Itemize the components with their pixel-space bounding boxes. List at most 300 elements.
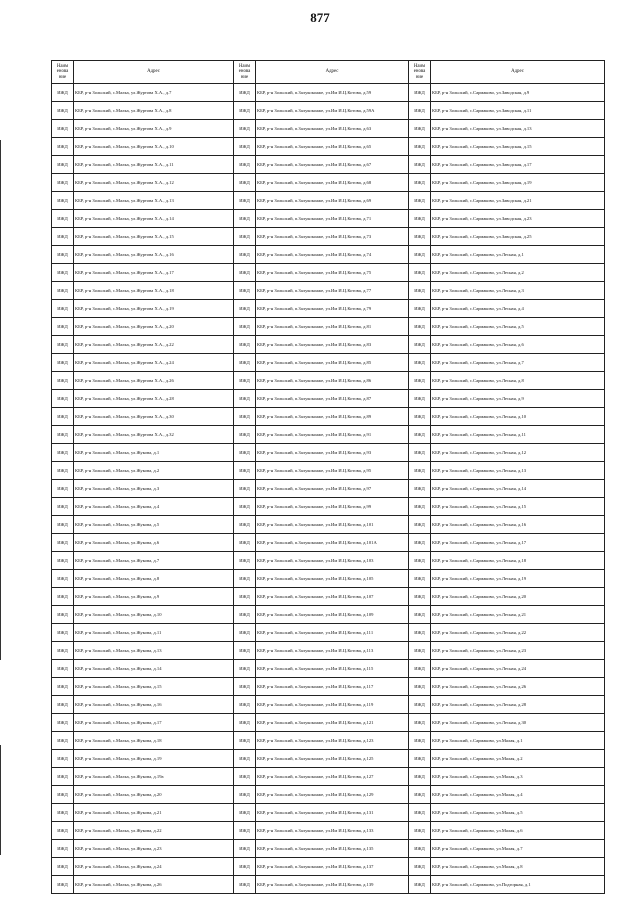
address-cell: КБР, р-н Зольский, с.Малка, ул.Жукова, д.18 [74,732,234,750]
header-type-3: Наим енова ние [409,61,431,84]
table-row [52,390,605,408]
object-type-cell: ИЖД [409,516,431,534]
table-row [52,408,605,426]
object-type-cell: ИЖД [409,588,431,606]
address-cell: КБР, р-н Зольский, п.Залукокоаже, ул.Им И.Ц.Котова, д.115 [256,660,409,678]
address-cell: КБР, р-н Зольский, п.Залукокоаже, ул.Им И.Ц.Котова, д.111 [256,624,409,642]
address-cell: КБР, р-н Зольский, с.Малка, ул.Журтова Х.А., д.26 [74,372,234,390]
object-type-cell: ИЖД [409,678,431,696]
table-row [52,678,605,696]
address-cell: КБР, р-н Зольский, п.Залукокоаже, ул.Им И.Ц.Котова, д.79 [256,300,409,318]
address-cell: КБР, р-н Зольский, с.Сармаково, ул.Лесная, д.21 [431,606,605,624]
object-type-cell: ИЖД [234,480,256,498]
object-type-cell: ИЖД [52,642,74,660]
table-row [52,444,605,462]
table-row [52,282,605,300]
object-type-cell: ИЖД [52,516,74,534]
table-row [52,804,605,822]
header-type-2: Наим енова ние [234,61,256,84]
address-cell: КБР, р-н Зольский, с.Малка, ул.Журтова Х.А., д.28 [74,390,234,408]
address-cell: КБР, р-н Зольский, с.Малка, ул.Журтова Х.А., д.10 [74,138,234,156]
table-row [52,174,605,192]
address-cell: КБР, р-н Зольский, с.Сармаково, ул.Лесная, д.24 [431,660,605,678]
address-cell: КБР, р-н Зольский, с.Сармаково, ул.Лесная, д.17 [431,534,605,552]
table-row [52,156,605,174]
object-type-cell: ИЖД [52,192,74,210]
object-type-cell: ИЖД [409,606,431,624]
object-type-cell: ИЖД [234,354,256,372]
object-type-cell: ИЖД [409,804,431,822]
object-type-cell: ИЖД [234,804,256,822]
object-type-cell: ИЖД [52,678,74,696]
object-type-cell: ИЖД [409,876,431,894]
object-type-cell: ИЖД [234,408,256,426]
address-cell: КБР, р-н Зольский, п.Залукокоаже, ул.Им И.Ц.Котова, д.99 [256,498,409,516]
table-row [52,264,605,282]
table-row [52,228,605,246]
object-type-cell: ИЖД [409,102,431,120]
address-cell: КБР, р-н Зольский, с.Сармаково, ул.Заводская, д.17 [431,156,605,174]
address-cell: КБР, р-н Зольский, с.Сармаково, ул.Заводская, д.25 [431,228,605,246]
table-row [52,768,605,786]
object-type-cell: ИЖД [52,624,74,642]
address-cell: КБР, р-н Зольский, с.Малка, ул.Журтова Х.А., д.17 [74,264,234,282]
object-type-cell: ИЖД [234,822,256,840]
table-row [52,498,605,516]
address-cell: КБР, р-н Зольский, п.Залукокоаже, ул.Им И.Ц.Котова, д.103 [256,552,409,570]
address-cell: КБР, р-н Зольский, п.Залукокоаже, ул.Им И.Ц.Котова, д.65 [256,138,409,156]
object-type-cell: ИЖД [234,174,256,192]
address-cell: КБР, р-н Зольский, п.Залукокоаже, ул.Им И.Ц.Котова, д.74 [256,246,409,264]
object-type-cell: ИЖД [234,426,256,444]
address-cell: КБР, р-н Зольский, с.Малка, ул.Журтова Х.А., д.18 [74,282,234,300]
object-type-cell: ИЖД [409,462,431,480]
address-cell: КБР, р-н Зольский, с.Сармаково, ул.Лесная, д.7 [431,354,605,372]
header-address-3: Адрес [431,61,605,84]
address-cell: КБР, р-н Зольский, с.Малка, ул.Журтова Х.А., д.24 [74,354,234,372]
table-row [52,138,605,156]
header-type-1: Наим енова ние [52,61,74,84]
address-cell: КБР, р-н Зольский, с.Сармаково, ул.Лесная, д.15 [431,498,605,516]
address-cell: КБР, р-н Зольский, с.Малка, ул.Журтова Х.А., д.32 [74,426,234,444]
object-type-cell: ИЖД [52,228,74,246]
object-type-cell: ИЖД [52,732,74,750]
object-type-cell: ИЖД [52,408,74,426]
object-type-cell: ИЖД [234,390,256,408]
table-row [52,246,605,264]
address-cell: КБР, р-н Зольский, п.Залукокоаже, ул.Им И.Ц.Котова, д.101 [256,516,409,534]
address-cell: КБР, р-н Зольский, п.Залукокоаже, ул.Им И.Ц.Котова, д.71 [256,210,409,228]
object-type-cell: ИЖД [234,516,256,534]
object-type-cell: ИЖД [52,372,74,390]
object-type-cell: ИЖД [409,228,431,246]
address-cell: КБР, р-н Зольский, с.Малка, ул.Журтова Х.А., д.13 [74,192,234,210]
table-row [52,516,605,534]
address-cell: КБР, р-н Зольский, п.Залукокоаже, ул.Им И.Ц.Котова, д.135 [256,840,409,858]
object-type-cell: ИЖД [409,426,431,444]
object-type-cell: ИЖД [234,246,256,264]
address-cell: КБР, р-н Зольский, с.Малка, ул.Журтова Х.А., д.14 [74,210,234,228]
address-cell: КБР, р-н Зольский, с.Сармаково, ул.Лесная, д.9 [431,390,605,408]
address-cell: КБР, р-н Зольский, с.Малка, ул.Журтова Х.А., д.11 [74,156,234,174]
object-type-cell: ИЖД [52,282,74,300]
address-cell: КБР, р-н Зольский, п.Залукокоаже, ул.Им И.Ц.Котова, д.131 [256,804,409,822]
header-address-1: Адрес [74,61,234,84]
object-type-cell: ИЖД [234,336,256,354]
object-type-cell: ИЖД [409,858,431,876]
table-row [52,642,605,660]
object-type-cell: ИЖД [52,174,74,192]
address-cell: КБР, р-н Зольский, п.Залукокоаже, ул.Им И.Ц.Котова, д.105 [256,570,409,588]
object-type-cell: ИЖД [409,156,431,174]
address-cell: КБР, р-н Зольский, с.Сармаково, ул.Лесная, д.11 [431,426,605,444]
address-cell: КБР, р-н Зольский, с.Малка, ул.Жукова, д.19 [74,750,234,768]
object-type-cell: ИЖД [234,192,256,210]
address-cell: КБР, р-н Зольский, с.Сармаково, ул.Лесная, д.13 [431,462,605,480]
address-cell: КБР, р-н Зольский, с.Малка, ул.Жукова, д.5 [74,516,234,534]
address-cell: КБР, р-н Зольский, с.Сармаково, ул.Лесная, д.16 [431,516,605,534]
object-type-cell: ИЖД [234,534,256,552]
object-type-cell: ИЖД [409,552,431,570]
address-cell: КБР, р-н Зольский, п.Залукокоаже, ул.Им И.Ц.Котова, д.123 [256,732,409,750]
address-cell: КБР, р-н Зольский, п.Залукокоаже, ул.Им И.Ц.Котова, д.63 [256,120,409,138]
address-cell: КБР, р-н Зольский, с.Малка, ул.Жукова, д.16 [74,696,234,714]
address-cell: КБР, р-н Зольский, п.Залукокоаже, ул.Им И.Ц.Котова, д.75 [256,264,409,282]
address-cell: КБР, р-н Зольский, с.Сармаково, ул.Заводская, д.15 [431,138,605,156]
table-row [52,462,605,480]
object-type-cell: ИЖД [409,354,431,372]
address-cell: КБР, р-н Зольский, с.Сармаково, ул.Лесная, д.19 [431,570,605,588]
address-cell: КБР, р-н Зольский, с.Малка, ул.Журтова Х.А., д.22 [74,336,234,354]
address-cell: КБР, р-н Зольский, с.Сармаково, ул.Лесная, д.1 [431,246,605,264]
object-type-cell: ИЖД [52,318,74,336]
object-type-cell: ИЖД [52,300,74,318]
address-cell: КБР, р-н Зольский, п.Залукокоаже, ул.Им И.Ц.Котова, д.107 [256,588,409,606]
address-cell: КБР, р-н Зольский, п.Залукокоаже, ул.Им И.Ц.Котова, д.85 [256,354,409,372]
table-row [52,750,605,768]
address-cell: КБР, р-н Зольский, с.Сармаково, ул.Заводская, д.21 [431,192,605,210]
object-type-cell: ИЖД [234,696,256,714]
address-cell: КБР, р-н Зольский, с.Малка, ул.Жукова, д.11 [74,624,234,642]
object-type-cell: ИЖД [409,768,431,786]
object-type-cell: ИЖД [409,192,431,210]
address-cell: КБР, р-н Зольский, с.Сармаково, ул.Подгорная, д.1 [431,876,605,894]
table-row [52,858,605,876]
object-type-cell: ИЖД [234,642,256,660]
address-cell: КБР, р-н Зольский, с.Сармаково, ул.Малая, д.5 [431,804,605,822]
object-type-cell: ИЖД [234,678,256,696]
table-row [52,300,605,318]
table-row [52,876,605,894]
address-cell: КБР, р-н Зольский, с.Сармаково, ул.Лесная, д.4 [431,300,605,318]
object-type-cell: ИЖД [234,156,256,174]
address-cell: КБР, р-н Зольский, п.Залукокоаже, ул.Им И.Ц.Котова, д.81 [256,318,409,336]
address-cell: КБР, р-н Зольский, с.Малка, ул.Жукова, д.15 [74,678,234,696]
table-row [52,534,605,552]
object-type-cell: ИЖД [52,426,74,444]
table-row [52,786,605,804]
address-cell: КБР, р-н Зольский, п.Залукокоаже, ул.Им И.Ц.Котова, д.89 [256,408,409,426]
address-cell: КБР, р-н Зольский, с.Сармаково, ул.Заводская, д.19 [431,174,605,192]
object-type-cell: ИЖД [52,570,74,588]
object-type-cell: ИЖД [234,858,256,876]
address-cell: КБР, р-н Зольский, с.Малка, ул.Журтова Х.А., д.7 [74,84,234,102]
table-row [52,120,605,138]
address-cell: КБР, р-н Зольский, п.Залукокоаже, ул.Им И.Ц.Котова, д.127 [256,768,409,786]
address-cell: КБР, р-н Зольский, с.Малка, ул.Жукова, д.1 [74,444,234,462]
address-cell: КБР, р-н Зольский, с.Малка, ул.Жукова, д.24 [74,858,234,876]
object-type-cell: ИЖД [234,300,256,318]
object-type-cell: ИЖД [52,354,74,372]
address-cell: КБР, р-н Зольский, п.Залукокоаже, ул.Им И.Ц.Котова, д.68 [256,174,409,192]
address-cell: КБР, р-н Зольский, с.Малка, ул.Жукова, д.13 [74,642,234,660]
address-cell: КБР, р-н Зольский, с.Сармаково, ул.Малая, д.8 [431,858,605,876]
address-cell: КБР, р-н Зольский, с.Сармаково, ул.Заводская, д.9 [431,84,605,102]
address-cell: КБР, р-н Зольский, с.Малка, ул.Жукова, д.14 [74,660,234,678]
address-cell: КБР, р-н Зольский, п.Залукокоаже, ул.Им И.Ц.Котова, д.73 [256,228,409,246]
object-type-cell: ИЖД [409,570,431,588]
object-type-cell: ИЖД [52,84,74,102]
address-cell: КБР, р-н Зольский, с.Сармаково, ул.Малая, д.2 [431,750,605,768]
object-type-cell: ИЖД [52,822,74,840]
object-type-cell: ИЖД [52,102,74,120]
object-type-cell: ИЖД [234,84,256,102]
object-type-cell: ИЖД [409,120,431,138]
table-row [52,606,605,624]
address-cell: КБР, р-н Зольский, с.Малка, ул.Журтова Х.А., д.30 [74,408,234,426]
address-cell: КБР, р-н Зольский, с.Сармаково, ул.Лесная, д.14 [431,480,605,498]
object-type-cell: ИЖД [409,264,431,282]
address-cell: КБР, р-н Зольский, с.Сармаково, ул.Лесная, д.2 [431,264,605,282]
address-cell: КБР, р-н Зольский, с.Малка, ул.Жукова, д.17 [74,714,234,732]
object-type-cell: ИЖД [234,750,256,768]
object-type-cell: ИЖД [234,228,256,246]
address-cell: КБР, р-н Зольский, п.Залукокоаже, ул.Им И.Ц.Котова, д.69 [256,192,409,210]
object-type-cell: ИЖД [234,444,256,462]
object-type-cell: ИЖД [409,318,431,336]
address-table [51,60,605,894]
object-type-cell: ИЖД [409,714,431,732]
scan-edge-mark [0,140,3,660]
object-type-cell: ИЖД [409,786,431,804]
table-row [52,840,605,858]
address-cell: КБР, р-н Зольский, с.Малка, ул.Журтова Х.А., д.15 [74,228,234,246]
object-type-cell: ИЖД [234,588,256,606]
object-type-cell: ИЖД [52,750,74,768]
address-cell: КБР, р-н Зольский, п.Залукокоаже, ул.Им И.Ц.Котова, д.93 [256,444,409,462]
address-cell: КБР, р-н Зольский, с.Малка, ул.Жукова, д.21 [74,804,234,822]
object-type-cell: ИЖД [234,138,256,156]
object-type-cell: ИЖД [52,462,74,480]
table-body [52,84,605,894]
object-type-cell: ИЖД [409,300,431,318]
table-row [52,372,605,390]
address-cell: КБР, р-н Зольский, с.Малка, ул.Жукова, д.22 [74,822,234,840]
object-type-cell: ИЖД [52,714,74,732]
address-cell: КБР, р-н Зольский, п.Залукокоаже, ул.Им И.Ц.Котова, д.125 [256,750,409,768]
address-cell: КБР, р-н Зольский, с.Малка, ул.Журтова Х.А., д.8 [74,102,234,120]
object-type-cell: ИЖД [409,498,431,516]
address-cell: КБР, р-н Зольский, с.Малка, ул.Журтова Х.А., д.16 [74,246,234,264]
address-cell: КБР, р-н Зольский, с.Сармаково, ул.Лесная, д.10 [431,408,605,426]
address-cell: КБР, р-н Зольский, п.Залукокоаже, ул.Им И.Ц.Котова, д.97 [256,480,409,498]
object-type-cell: ИЖД [52,858,74,876]
scan-edge-mark-lower [0,745,3,855]
table-row [52,732,605,750]
object-type-cell: ИЖД [52,336,74,354]
table-row [52,84,605,102]
object-type-cell: ИЖД [409,696,431,714]
object-type-cell: ИЖД [52,120,74,138]
object-type-cell: ИЖД [52,498,74,516]
address-cell: КБР, р-н Зольский, с.Сармаково, ул.Лесная, д.26 [431,678,605,696]
table-row [52,588,605,606]
address-cell: КБР, р-н Зольский, с.Малка, ул.Журтова Х.А., д.9 [74,120,234,138]
object-type-cell: ИЖД [409,336,431,354]
address-cell: КБР, р-н Зольский, п.Залукокоаже, ул.Им И.Ц.Котова, д.86 [256,372,409,390]
object-type-cell: ИЖД [409,282,431,300]
object-type-cell: ИЖД [52,840,74,858]
address-cell: КБР, р-н Зольский, с.Малка, ул.Журтова Х.А., д.20 [74,318,234,336]
object-type-cell: ИЖД [52,588,74,606]
object-type-cell: ИЖД [52,696,74,714]
address-cell: КБР, р-н Зольский, с.Малка, ул.Жукова, д.9 [74,588,234,606]
object-type-cell: ИЖД [52,390,74,408]
address-cell: КБР, р-н Зольский, с.Сармаково, ул.Лесная, д.30 [431,714,605,732]
object-type-cell: ИЖД [409,480,431,498]
object-type-cell: ИЖД [234,714,256,732]
object-type-cell: ИЖД [409,732,431,750]
object-type-cell: ИЖД [409,138,431,156]
object-type-cell: ИЖД [409,210,431,228]
object-type-cell: ИЖД [409,444,431,462]
table-row [52,192,605,210]
address-cell: КБР, р-н Зольский, с.Малка, ул.Жукова, д.23 [74,840,234,858]
address-cell: КБР, р-н Зольский, п.Залукокоаже, ул.Им И.Ц.Котова, д.117 [256,678,409,696]
address-cell: КБР, р-н Зольский, п.Залукокоаже, ул.Им И.Ц.Котова, д.133 [256,822,409,840]
object-type-cell: ИЖД [234,102,256,120]
object-type-cell: ИЖД [409,84,431,102]
address-cell: КБР, р-н Зольский, с.Сармаково, ул.Заводская, д.13 [431,120,605,138]
address-cell: КБР, р-н Зольский, п.Залукокоаже, ул.Им И.Ц.Котова, д.119 [256,696,409,714]
address-cell: КБР, р-н Зольский, с.Сармаково, ул.Заводская, д.11 [431,102,605,120]
address-cell: КБР, р-н Зольский, с.Сармаково, ул.Лесная, д.5 [431,318,605,336]
object-type-cell: ИЖД [409,390,431,408]
object-type-cell: ИЖД [234,840,256,858]
address-cell: КБР, р-н Зольский, с.Сармаково, ул.Лесная, д.22 [431,624,605,642]
address-cell: КБР, р-н Зольский, с.Сармаково, ул.Заводская, д.23 [431,210,605,228]
address-cell: КБР, р-н Зольский, п.Залукокоаже, ул.Им И.Ц.Котова, д.91 [256,426,409,444]
object-type-cell: ИЖД [52,876,74,894]
table-row [52,336,605,354]
object-type-cell: ИЖД [234,498,256,516]
address-cell: КБР, р-н Зольский, с.Сармаково, ул.Малая, д.4 [431,786,605,804]
address-cell: КБР, р-н Зольский, п.Залукокоаже, ул.Им И.Ц.Котова, д.87 [256,390,409,408]
table-row [52,210,605,228]
object-type-cell: ИЖД [52,534,74,552]
object-type-cell: ИЖД [52,138,74,156]
table-row [52,624,605,642]
object-type-cell: ИЖД [52,804,74,822]
address-cell: КБР, р-н Зольский, п.Залукокоаже, ул.Им И.Ц.Котова, д.77 [256,282,409,300]
address-cell: КБР, р-н Зольский, с.Малка, ул.Жукова, д.4 [74,498,234,516]
address-cell: КБР, р-н Зольский, п.Залукокоаже, ул.Им И.Ц.Котова, д.101А [256,534,409,552]
address-cell: КБР, р-н Зольский, с.Сармаково, ул.Лесная, д.23 [431,642,605,660]
address-cell: КБР, р-н Зольский, п.Залукокоаже, ул.Им И.Ц.Котова, д.139 [256,876,409,894]
address-cell: КБР, р-н Зольский, п.Залукокоаже, ул.Им И.Ц.Котова, д.59 [256,84,409,102]
address-cell: КБР, р-н Зольский, п.Залукокоаже, ул.Им И.Ц.Котова, д.95 [256,462,409,480]
address-cell: КБР, р-н Зольский, с.Сармаково, ул.Малая, д.1 [431,732,605,750]
address-cell: КБР, р-н Зольский, с.Малка, ул.Жукова, д.7 [74,552,234,570]
object-type-cell: ИЖД [234,876,256,894]
address-cell: КБР, р-н Зольский, с.Малка, ул.Жукова, д.10 [74,606,234,624]
address-cell: КБР, р-н Зольский, с.Сармаково, ул.Лесная, д.12 [431,444,605,462]
object-type-cell: ИЖД [52,264,74,282]
object-type-cell: ИЖД [52,480,74,498]
table-row [52,660,605,678]
object-type-cell: ИЖД [52,210,74,228]
address-cell: КБР, р-н Зольский, с.Малка, ул.Жукова, д.20 [74,786,234,804]
address-cell: КБР, р-н Зольский, с.Малка, ул.Жукова, д.19а [74,768,234,786]
object-type-cell: ИЖД [52,606,74,624]
table-row [52,354,605,372]
object-type-cell: ИЖД [409,642,431,660]
object-type-cell: ИЖД [234,264,256,282]
header-address-2: Адрес [256,61,409,84]
object-type-cell: ИЖД [409,660,431,678]
object-type-cell: ИЖД [409,822,431,840]
address-cell: КБР, р-н Зольский, с.Сармаково, ул.Малая, д.3 [431,768,605,786]
address-cell: КБР, р-н Зольский, п.Залукокоаже, ул.Им И.Ц.Котова, д.113 [256,642,409,660]
object-type-cell: ИЖД [52,552,74,570]
address-cell: КБР, р-н Зольский, п.Залукокоаже, ул.Им И.Ц.Котова, д.59А [256,102,409,120]
table-row [52,552,605,570]
address-cell: КБР, р-н Зольский, с.Малка, ул.Журтова Х.А., д.19 [74,300,234,318]
address-cell: КБР, р-н Зольский, с.Сармаково, ул.Лесная, д.18 [431,552,605,570]
object-type-cell: ИЖД [234,660,256,678]
object-type-cell: ИЖД [234,210,256,228]
object-type-cell: ИЖД [52,156,74,174]
table-row [52,714,605,732]
table-row [52,822,605,840]
object-type-cell: ИЖД [234,570,256,588]
object-type-cell: ИЖД [234,732,256,750]
object-type-cell: ИЖД [52,768,74,786]
object-type-cell: ИЖД [234,606,256,624]
address-cell: КБР, р-н Зольский, п.Залукокоаже, ул.Им И.Ц.Котова, д.67 [256,156,409,174]
address-cell: КБР, р-н Зольский, с.Сармаково, ул.Малая, д.6 [431,822,605,840]
table-row [52,570,605,588]
object-type-cell: ИЖД [52,660,74,678]
address-cell: КБР, р-н Зольский, с.Малка, ул.Жукова, д.26 [74,876,234,894]
address-cell: КБР, р-н Зольский, с.Сармаково, ул.Лесная, д.6 [431,336,605,354]
object-type-cell: ИЖД [234,372,256,390]
object-type-cell: ИЖД [409,534,431,552]
address-cell: КБР, р-н Зольский, с.Малка, ул.Жукова, д.8 [74,570,234,588]
object-type-cell: ИЖД [234,120,256,138]
address-cell: КБР, р-н Зольский, с.Сармаково, ул.Лесная, д.28 [431,696,605,714]
table-row [52,426,605,444]
object-type-cell: ИЖД [409,624,431,642]
object-type-cell: ИЖД [52,444,74,462]
address-cell: КБР, р-н Зольский, с.Сармаково, ул.Лесная, д.20 [431,588,605,606]
table-header-row [52,61,605,84]
table-row [52,318,605,336]
object-type-cell: ИЖД [234,552,256,570]
address-cell: КБР, р-н Зольский, п.Залукокоаже, ул.Им И.Ц.Котова, д.109 [256,606,409,624]
address-cell: КБР, р-н Зольский, п.Залукокоаже, ул.Им И.Ц.Котова, д.121 [256,714,409,732]
object-type-cell: ИЖД [234,462,256,480]
